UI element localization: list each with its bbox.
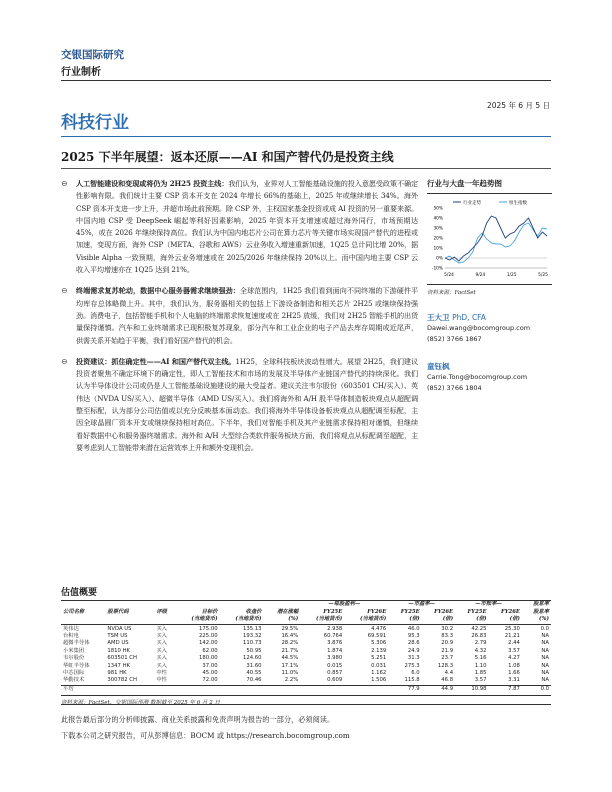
trend-chart-svg [427, 196, 552, 284]
sidebar [427, 178, 552, 394]
table-cell: NA [541, 632, 549, 639]
table-cell: 28.6 [407, 640, 420, 647]
table-cell: 买入 [156, 655, 167, 662]
table-row [61, 633, 551, 640]
table-cell: 128.3 [437, 662, 454, 669]
unit-header: (倍) [409, 616, 420, 622]
table-cell: 4.4 [444, 669, 454, 676]
table-cell: 6.0 [411, 669, 420, 676]
valuation-section [61, 585, 551, 706]
table-row [61, 670, 551, 677]
table-row [61, 655, 551, 662]
table-cell: 台积电 [63, 632, 79, 639]
valuation-title: 估值概要 [61, 585, 551, 601]
industry-divider [61, 136, 551, 137]
table-cell: 买入 [156, 632, 167, 639]
table-cell: 中性 [156, 677, 167, 684]
table-cell: 2.2% [284, 677, 299, 684]
table-cell: 2.44 [508, 640, 520, 647]
table-cell: 11.0% [281, 669, 299, 676]
bullet-icon: ⊖ [61, 179, 68, 188]
report-category: 行业制析 [61, 67, 101, 78]
table-cell: 30.2 [441, 625, 454, 632]
table-cell: 1.162 [371, 669, 387, 676]
table-cell: 1347 HK [107, 662, 131, 669]
table-cell: 0.0 [540, 625, 549, 632]
legend-index-label: 恒生指数 [509, 201, 527, 206]
table-cell: 2.139 [371, 647, 387, 654]
table-cell: 16.4% [281, 632, 299, 639]
table-cell: 21.9 [441, 647, 454, 654]
table-cell: 4.476 [371, 625, 387, 632]
table-cell: 21.7% [281, 647, 299, 654]
unit-header: (%) [288, 616, 299, 622]
table-cell: 1.66 [508, 669, 520, 676]
table-cell [220, 685, 264, 693]
unit-header: (倍) [442, 616, 454, 622]
table-cell: 225.00 [199, 632, 218, 639]
y-tick-label: 0% [436, 256, 443, 262]
table-cell: 1.08 [508, 662, 520, 669]
table-cell: 中芯国际 [63, 669, 85, 676]
group-header: 股息率 [533, 601, 549, 607]
col-header: 目标价 [201, 608, 218, 615]
summary-paragraph [60, 356, 418, 454]
table-cell: 中性 [156, 669, 167, 676]
table-cell: 135.13 [243, 625, 262, 632]
group-header: —每股盈利— [328, 601, 361, 607]
table-cell: 韦尔股份 [63, 655, 85, 662]
table-cell: NA [541, 655, 549, 662]
unit-header: (当地货币) [316, 616, 343, 622]
table-cell: 1.10 [474, 662, 487, 669]
unit-header: (%) [538, 616, 549, 622]
table-cell: 0.015 [327, 662, 343, 669]
table-row [61, 677, 551, 685]
table-cell: 买入 [156, 640, 167, 647]
table-cell [176, 685, 220, 693]
table-cell: 17.1% [281, 662, 299, 669]
analyst-email[interactable]: Carrie.Tong@bocomgroup.com [427, 373, 528, 381]
col-header: FY26E [434, 608, 454, 615]
table-cell: NA [541, 662, 549, 669]
col-header: FY25E [323, 608, 343, 615]
table-cell: 44.5% [281, 655, 299, 662]
table-cell: 0.031 [371, 662, 387, 669]
industry-title: 科技行业 [61, 113, 129, 133]
analyst-card [427, 361, 552, 394]
table-cell: 5.306 [371, 640, 387, 647]
x-tick-label: 5/24 [444, 273, 454, 278]
table-cell: 50.95 [246, 647, 262, 654]
col-header: 股票代码 [107, 608, 129, 615]
y-tick-label: 40% [433, 216, 443, 222]
table-cell: 华勤技术 [63, 677, 85, 684]
table-cell: 3.31 [508, 677, 520, 684]
table-cell: NA [541, 647, 549, 654]
table-cell: 44.9 [441, 685, 454, 692]
table-cell: 193.32 [243, 632, 262, 639]
table-cell: 603501 CH [107, 655, 137, 662]
table-cell: 4.32 [474, 647, 487, 654]
col-header: 评级 [156, 608, 167, 615]
paragraph-body: 我们认为，业界对人工智能基础设施的投入意愿受政策不确定性影响有限。我们统计主要 CSP 资本开支在 2024 年增长 66%的基础上，2025 年或继续增长 34%。海外 CSP 资本开支进一步上升，并超市场此前预期。除 CSP 外，主权国家基金投资或成 AI 投资的另一重要来源。中国内地 CSP 受 DeepSeek 崛起等利好因素影响，2025 年资本开支增速或超过海外同行，市场预期达 45%，或在 2026 年继续保持高位。我们认为中国内地芯片公司在算力芯片等关键市场实现国产替代的进程或加速，变现方面，海外 CSP（META、谷歌和 AWS）云业务收入增速重新加速，1Q25 总计同比增 20%，据 Visible Alpha 一致预期，海外云业务增速或在 2025/2026 年继续保持 20%以上。而中国内地主要 CSP 云收入平均增速亦在 1Q25 达到 21%。 [76, 179, 418, 275]
title-divider [61, 168, 551, 169]
brand-name: 交银国际研究 [61, 49, 124, 61]
report-title: 2025 下半年展望：返本还原——AI 和国产替代仍是投资主线 [61, 150, 394, 164]
table-cell: 7.87 [508, 685, 520, 692]
chart-title: 行业与大盘一年趋势图 [427, 179, 502, 188]
table-cell: NVDA US [107, 625, 132, 632]
table-cell: 95.3 [407, 632, 420, 639]
table-cell: 115.8 [404, 677, 420, 684]
table-cell: NA [541, 669, 549, 676]
x-tick-label: 1/25 [506, 273, 517, 278]
table-row [61, 624, 551, 633]
table-cell: 37.00 [202, 662, 218, 669]
table-cell: 3.876 [327, 640, 343, 647]
table-cell: 40.55 [246, 669, 262, 676]
unit-header: (当地货币) [235, 616, 262, 622]
table-cell: NA [541, 677, 549, 684]
table-cell [264, 685, 301, 693]
table-cell: 981 HK [107, 669, 127, 676]
table-cell: NA [541, 640, 549, 647]
table-cell: 10.98 [471, 685, 487, 692]
paragraph-lead: 人工智能建设和变现或将仍为 2H25 投资主线： [76, 179, 229, 188]
table-cell: 买入 [156, 647, 167, 654]
table-cell: 1810 HK [107, 647, 131, 654]
trend-chart [427, 193, 552, 285]
analyst-name: 王大卫 PhD, CFA [427, 313, 486, 322]
table-cell: 2.938 [327, 625, 343, 632]
table-cell: 28.2% [281, 640, 299, 647]
table-cell: 69.591 [367, 632, 387, 639]
table-cell: 175.00 [199, 625, 218, 632]
analyst-name: 童钰枫 [427, 362, 450, 371]
table-cell [344, 685, 388, 693]
table-cell: 1.874 [327, 647, 343, 654]
table-cell: 180.00 [199, 655, 218, 662]
table-cell [300, 685, 344, 693]
disclaimer-line: 此报告最后部分的分析师披露、商业关系披露和免责声明为报告的一部分，必须阅读。 [61, 715, 335, 724]
table-cell: 3.57 [474, 677, 487, 684]
table-cell: 超微半导体 [63, 640, 90, 647]
unit-header: (当地货币) [360, 616, 387, 622]
summary-paragraph [60, 178, 418, 276]
disclaimer-line[interactable]: 下载本公司之研究报告，可从彭博信息：BOCM 或 https://research.bocomgroup.com [61, 731, 350, 740]
summary-paragraph [60, 285, 418, 346]
col-header: 潜在涨幅 [277, 608, 299, 615]
analyst-phone: (852) 3766 1804 [427, 384, 482, 392]
table-cell: 4.27 [508, 655, 520, 662]
table-cell: 24.9 [407, 647, 420, 654]
disclaimer [61, 712, 551, 744]
table-cell: 2.79 [474, 640, 487, 647]
table-cell: 0.857 [327, 669, 343, 676]
summary-body [60, 178, 418, 463]
table-cell: 70.46 [246, 677, 262, 684]
table-cell: 1.506 [371, 677, 387, 684]
table-cell: 62.00 [202, 647, 218, 654]
table-cell: 83.3 [441, 632, 454, 639]
table-cell: 0.609 [327, 677, 343, 684]
x-tick-label: 9/24 [475, 273, 486, 278]
col-header: FY25E [400, 608, 420, 615]
x-tick-label: 5/25 [538, 273, 548, 278]
table-cell: 46.0 [407, 625, 420, 632]
table-cell: 124.60 [243, 655, 262, 662]
table-cell: 21.21 [504, 632, 520, 639]
col-header: FY25E [467, 608, 487, 615]
analyst-phone: (852) 3766 1867 [427, 335, 482, 343]
bullet-icon: ⊖ [61, 356, 68, 366]
paragraph-body: 1H25，全球科技板块波动性增大。展望 2H25，我们建议投资者聚焦不确定环境下的确定性，即人工智能技术和市场的发展及半导体产业链国产替代的持续深化。我们认为半导体设计公司或仍是人工智能基础设施建设的最大受益者。建议关注韦尔股份（603501 CH/买入）、英伟达（NVDA US/买入）、超微半导体（AMD US/买入）。我们将海外和 A/H 股半导体制造板块观点从超配调整至标配，认为部分公司估值或以充分反映基本面动态。我们将海外半导体设备板块观点从超配调至标配，主因全球晶圆厂资本开支或继续保持相对高位。下半年，我们对智能手机及其产业链需求保持相对谨慎，但继续看好数据中心和服务器终端需求。海外和 A/H 大型综合类软件服务板块方面，我们将观点从标配调至超配，主要考虑到人工智能带来潜在运营效率上升和额外变现机会。 [76, 356, 419, 452]
table-cell: TSM US [107, 632, 128, 639]
table-cell: 0.0 [540, 685, 549, 692]
table-cell: 72.00 [202, 677, 218, 684]
table-cell [105, 685, 154, 693]
analyst-card [427, 312, 552, 345]
group-header: —市账率— [475, 601, 502, 607]
table-cell: 42.25 [471, 625, 487, 632]
table-cell: 300782 CH [107, 677, 137, 684]
unit-header: (当地货币) [191, 616, 218, 622]
table-source: 资料来源：FactSet、交银国际预测 数据截至 2025 年 6 月 2 日 [61, 695, 551, 706]
unit-header: (倍) [509, 616, 520, 622]
col-header: 公司名称 [63, 608, 85, 615]
y-tick-label: 50% [433, 206, 443, 212]
table-cell: 5.16 [474, 655, 487, 662]
table-cell: 5.251 [371, 655, 387, 662]
table-cell: 60.764 [323, 632, 343, 639]
table-cell: 买入 [156, 625, 167, 632]
paragraph-body: 全球范围内，1H25 我们看到面向不同终端的下游硬件平均库存总体略微上升。其中，我们认为，服务器相关的包括上下游设备制造和相关芯片 2H25 或继续保持强劲。消费电子，包括智能手机和个人电脑的终端需求恢复速度或在 2H25 放缓，我们对 2H25 智能手机的出货量保持谨慎。汽车和工业终端需求已现积极复苏现象，部分汽车和工业企业的电子产品去库存周期或近尾声，供需关系开始趋于平衡，我们看好国产替代的机会。 [76, 286, 419, 345]
unit-header: (倍) [476, 616, 487, 622]
table-cell: 25.30 [504, 625, 520, 632]
table-cell: 142.00 [199, 640, 218, 647]
table-cell: 26.83 [471, 632, 487, 639]
series-sector-line [445, 216, 547, 261]
paragraph-lead: 终端需求复苏轮动，数据中心服务器需求继续强劲： [76, 286, 240, 296]
y-tick-label: 10% [433, 246, 443, 252]
series-index-line [445, 223, 547, 263]
table-cell: 1.85 [474, 669, 487, 676]
table-cell: 英伟达 [63, 625, 79, 632]
table-cell [154, 685, 175, 693]
table-cell: 46.8 [441, 677, 454, 684]
y-tick-label: 20% [433, 236, 443, 242]
table-cell: 29.5% [281, 625, 299, 632]
col-header: FY26E [500, 608, 520, 615]
col-header: 股息率 [533, 608, 549, 615]
table-cell: 110.73 [243, 640, 262, 647]
header-divider [61, 80, 551, 81]
y-tick-label: 30% [433, 226, 443, 232]
col-header: FY26E [367, 608, 387, 615]
group-header: —市盈率— [408, 601, 435, 607]
chart-source: 资料来源：FactSet [427, 290, 476, 296]
table-cell: 275.3 [404, 662, 420, 669]
table-cell: 买入 [156, 662, 167, 669]
valuation-table [61, 601, 551, 693]
table-cell: AMD US [107, 640, 129, 647]
table-cell: 31.3 [407, 655, 420, 662]
report-date: 2025 年 6 月 5 日 [486, 101, 550, 110]
paragraph-lead: 投资建议：抓住确定性——AI 和国产替代双主线。 [76, 356, 236, 366]
table-cell: 45.00 [202, 669, 218, 676]
y-tick-label: -10% [431, 266, 443, 272]
table-row [61, 685, 551, 693]
table-row [61, 663, 551, 670]
table-cell: 小米集团 [63, 647, 85, 654]
analyst-email[interactable]: Dawei.wang@bocomgroup.com [427, 324, 531, 332]
disclaimer-divider [61, 704, 551, 705]
table-cell: 平均 [63, 685, 74, 692]
bullet-icon: ⊖ [61, 286, 68, 296]
table-cell: 31.60 [246, 662, 262, 669]
table-row [61, 648, 551, 655]
table-cell: 77.9 [407, 685, 420, 692]
table-cell: 3.57 [508, 647, 520, 654]
table-cell: 20.9 [441, 640, 454, 647]
table-cell: 3.980 [327, 655, 343, 662]
legend-sector-label: 行业走势 [463, 201, 481, 206]
col-header: 收盘价 [245, 608, 262, 615]
table-row [61, 640, 551, 647]
table-cell: 23.7 [441, 655, 454, 662]
table-cell: 华虹半导体 [63, 662, 90, 669]
